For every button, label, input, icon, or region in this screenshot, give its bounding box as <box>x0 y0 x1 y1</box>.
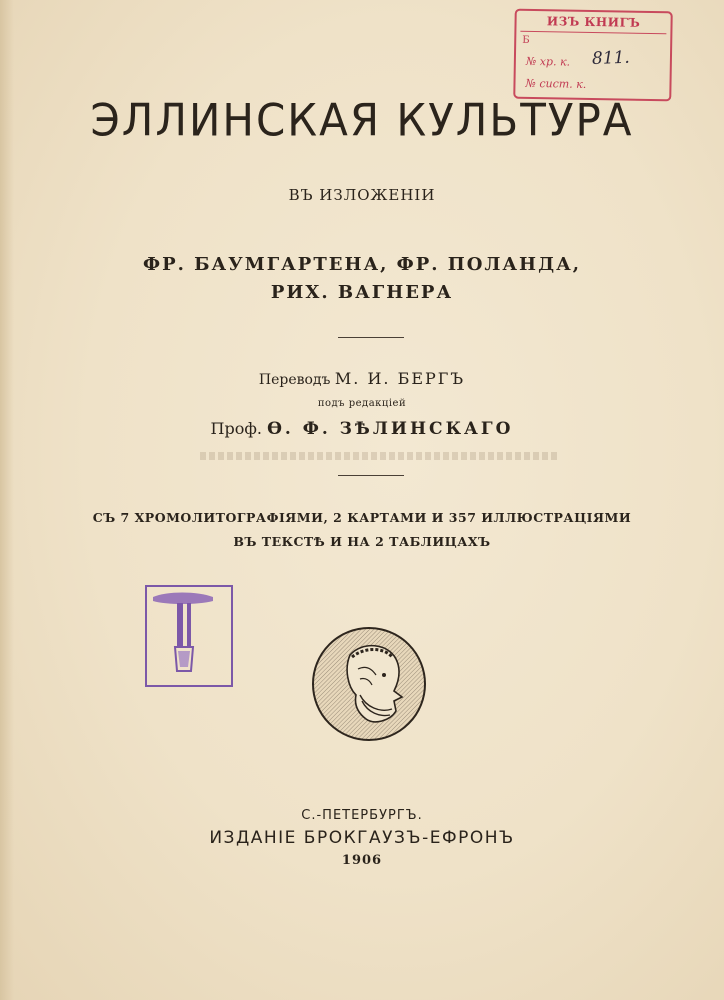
coin-medallion <box>310 625 428 743</box>
stamp-line1-value: 811. <box>591 47 631 69</box>
translator-name: М. И. БЕРГЪ <box>334 369 466 388</box>
divider-rule-bottom <box>338 475 404 476</box>
illustrations-line-1: СЪ 7 ХРОМОЛИТОГРАФІЯМИ, 2 КАРТАМИ И 357 ИЛЛЮСТРАЦІЯМИ <box>92 510 632 525</box>
imprint-city: С.-ПЕТЕРБУРГЪ. <box>301 808 423 823</box>
bleed-through-text <box>200 452 560 460</box>
imprint-year: 1906 <box>341 853 383 868</box>
divider-rule-top <box>338 337 404 338</box>
translation-line <box>0 369 724 388</box>
stamp-side-letter: Б <box>522 34 530 46</box>
editor-name: Ѳ. Ф. ЗѢЛИНСКАГО <box>267 419 514 439</box>
stamp-divider <box>520 31 666 35</box>
illustrations-line-2: ВЪ ТЕКСТѢ И НА 2 ТАБЛИЦАХЪ <box>233 534 491 549</box>
authors-line-1: ФР. БАУМГАРТЕНА, ФР. ПОЛАНДА, <box>143 254 581 275</box>
book-title: ЭЛЛИНСКАЯ КУЛЬТУРА <box>90 94 634 147</box>
authors-line-2: РИХ. ВАГНЕРА <box>270 282 454 303</box>
zeus-coin-icon <box>310 625 428 743</box>
translation-prefix: Переводъ <box>258 372 331 388</box>
editor-line <box>0 419 724 439</box>
imprint-publisher: ИЗДАНІЕ БРОКГАУЗЪ-ЕФРОНЪ <box>209 828 515 848</box>
editor-prefix: Проф. <box>210 419 262 438</box>
page-edge-shadow <box>0 0 14 1000</box>
torch-mark-icon <box>147 587 231 685</box>
stamp-line2-label: № сист. к. <box>525 76 587 91</box>
subtitle: ВЪ ИЗЛОЖЕНІИ <box>288 186 436 204</box>
library-stamp <box>513 9 673 102</box>
stamp-line1-label: № хр. к. <box>525 54 571 69</box>
stamp-header: ИЗЪ КНИГЪ <box>546 14 641 30</box>
editing-note: подъ редакціей <box>317 398 407 409</box>
purple-library-stamp <box>145 585 233 687</box>
